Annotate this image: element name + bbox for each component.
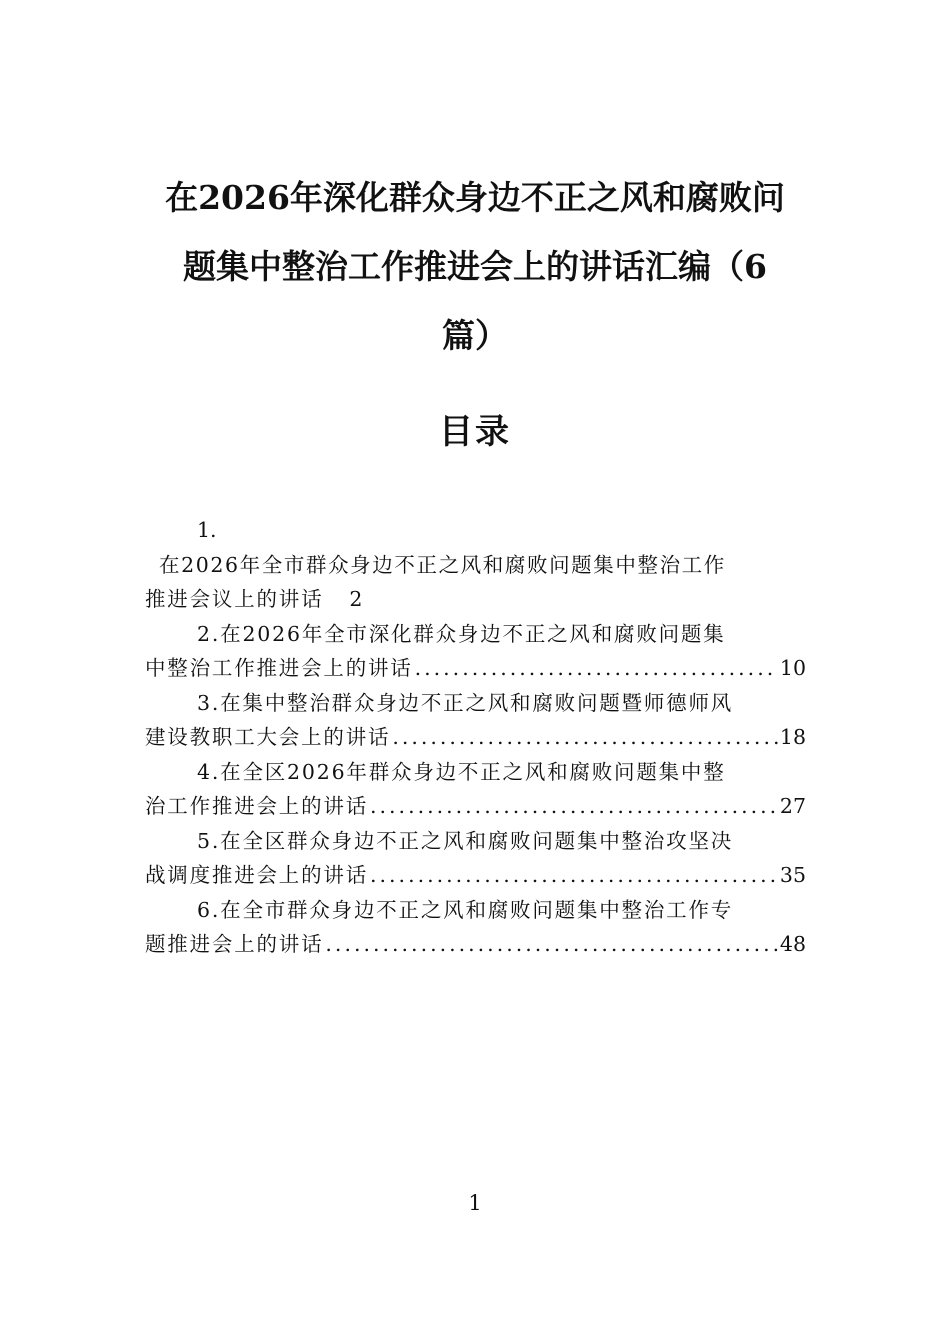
toc-entry-title-text: 5.在全区群众身边不正之风和腐败问题集中整治攻坚决 bbox=[197, 828, 734, 853]
toc-leader-dots bbox=[415, 651, 778, 686]
document-title-line: 篇） bbox=[442, 316, 508, 355]
toc-entry-title-line bbox=[145, 927, 806, 962]
toc-entry[interactable] bbox=[145, 824, 806, 893]
toc-entry-title-text: 3.在集中整治群众身边不正之风和腐败问题暨师德师风 bbox=[197, 690, 734, 715]
toc-entry-page-number: 2 bbox=[349, 587, 365, 611]
toc-leader-dots bbox=[370, 789, 778, 824]
toc-entry[interactable] bbox=[145, 755, 806, 824]
toc-heading: 目录 bbox=[439, 412, 511, 452]
table-of-contents bbox=[145, 513, 806, 962]
toc-entry-title-line bbox=[145, 858, 806, 893]
toc-entry[interactable] bbox=[145, 617, 806, 686]
toc-entry-page-number: 27 bbox=[779, 794, 806, 818]
toc-entry-title-text: 建设教职工大会上的讲话 bbox=[145, 725, 391, 749]
toc-entry-title-line bbox=[145, 651, 806, 686]
toc-entry-title-line bbox=[145, 789, 806, 824]
toc-entry-title-text: 4.在全区2026年群众身边不正之风和腐败问题集中整 bbox=[197, 759, 726, 784]
toc-entry-title-line bbox=[145, 893, 806, 928]
page-number: 1 bbox=[468, 1191, 482, 1215]
toc-entry-title-text: 治工作推进会上的讲话 bbox=[145, 794, 368, 818]
toc-entry-title-text: 6.在全市群众身边不正之风和腐败问题集中整治工作专 bbox=[197, 897, 734, 922]
document-title-line: 在2026年深化群众身边不正之风和腐败问 bbox=[165, 178, 785, 217]
toc-entry-title-text: 战调度推进会上的讲话 bbox=[145, 863, 368, 887]
toc-leader-dots bbox=[370, 858, 778, 893]
toc-entry-title-line bbox=[145, 617, 806, 652]
toc-entry-page-number: 35 bbox=[779, 863, 806, 887]
toc-entry-title-line: 在2026年全市群众身边不正之风和腐败问题集中整治工作 bbox=[159, 552, 726, 577]
toc-entry-title-line bbox=[145, 755, 806, 790]
toc-entry-title-line bbox=[145, 582, 806, 617]
toc-leader-dots bbox=[325, 927, 778, 962]
toc-entry-title-line bbox=[145, 720, 806, 755]
toc-entry-number: 1. bbox=[197, 518, 217, 542]
toc-entry-page-number: 48 bbox=[779, 932, 806, 956]
toc-entry-page-number: 18 bbox=[779, 725, 806, 749]
document-title-line: 题集中整治工作推进会上的讲话汇编（6 bbox=[183, 247, 767, 286]
toc-entry[interactable] bbox=[145, 513, 806, 617]
toc-entry-title-text: 题推进会上的讲话 bbox=[145, 932, 324, 956]
toc-entry-title-text: 推进会议上的讲话 bbox=[145, 587, 324, 611]
toc-entry-page-number: 10 bbox=[779, 656, 806, 680]
toc-entry-title-line bbox=[145, 686, 806, 721]
toc-entry-title-line bbox=[145, 824, 806, 859]
toc-entry[interactable] bbox=[145, 893, 806, 962]
toc-leader-dots bbox=[392, 720, 778, 755]
toc-entry-title-text: 中整治工作推进会上的讲话 bbox=[145, 656, 413, 680]
toc-entry-title-text: 2.在2026年全市深化群众身边不正之风和腐败问题集 bbox=[197, 621, 726, 646]
toc-entry[interactable] bbox=[145, 686, 806, 755]
document-title bbox=[145, 163, 805, 370]
